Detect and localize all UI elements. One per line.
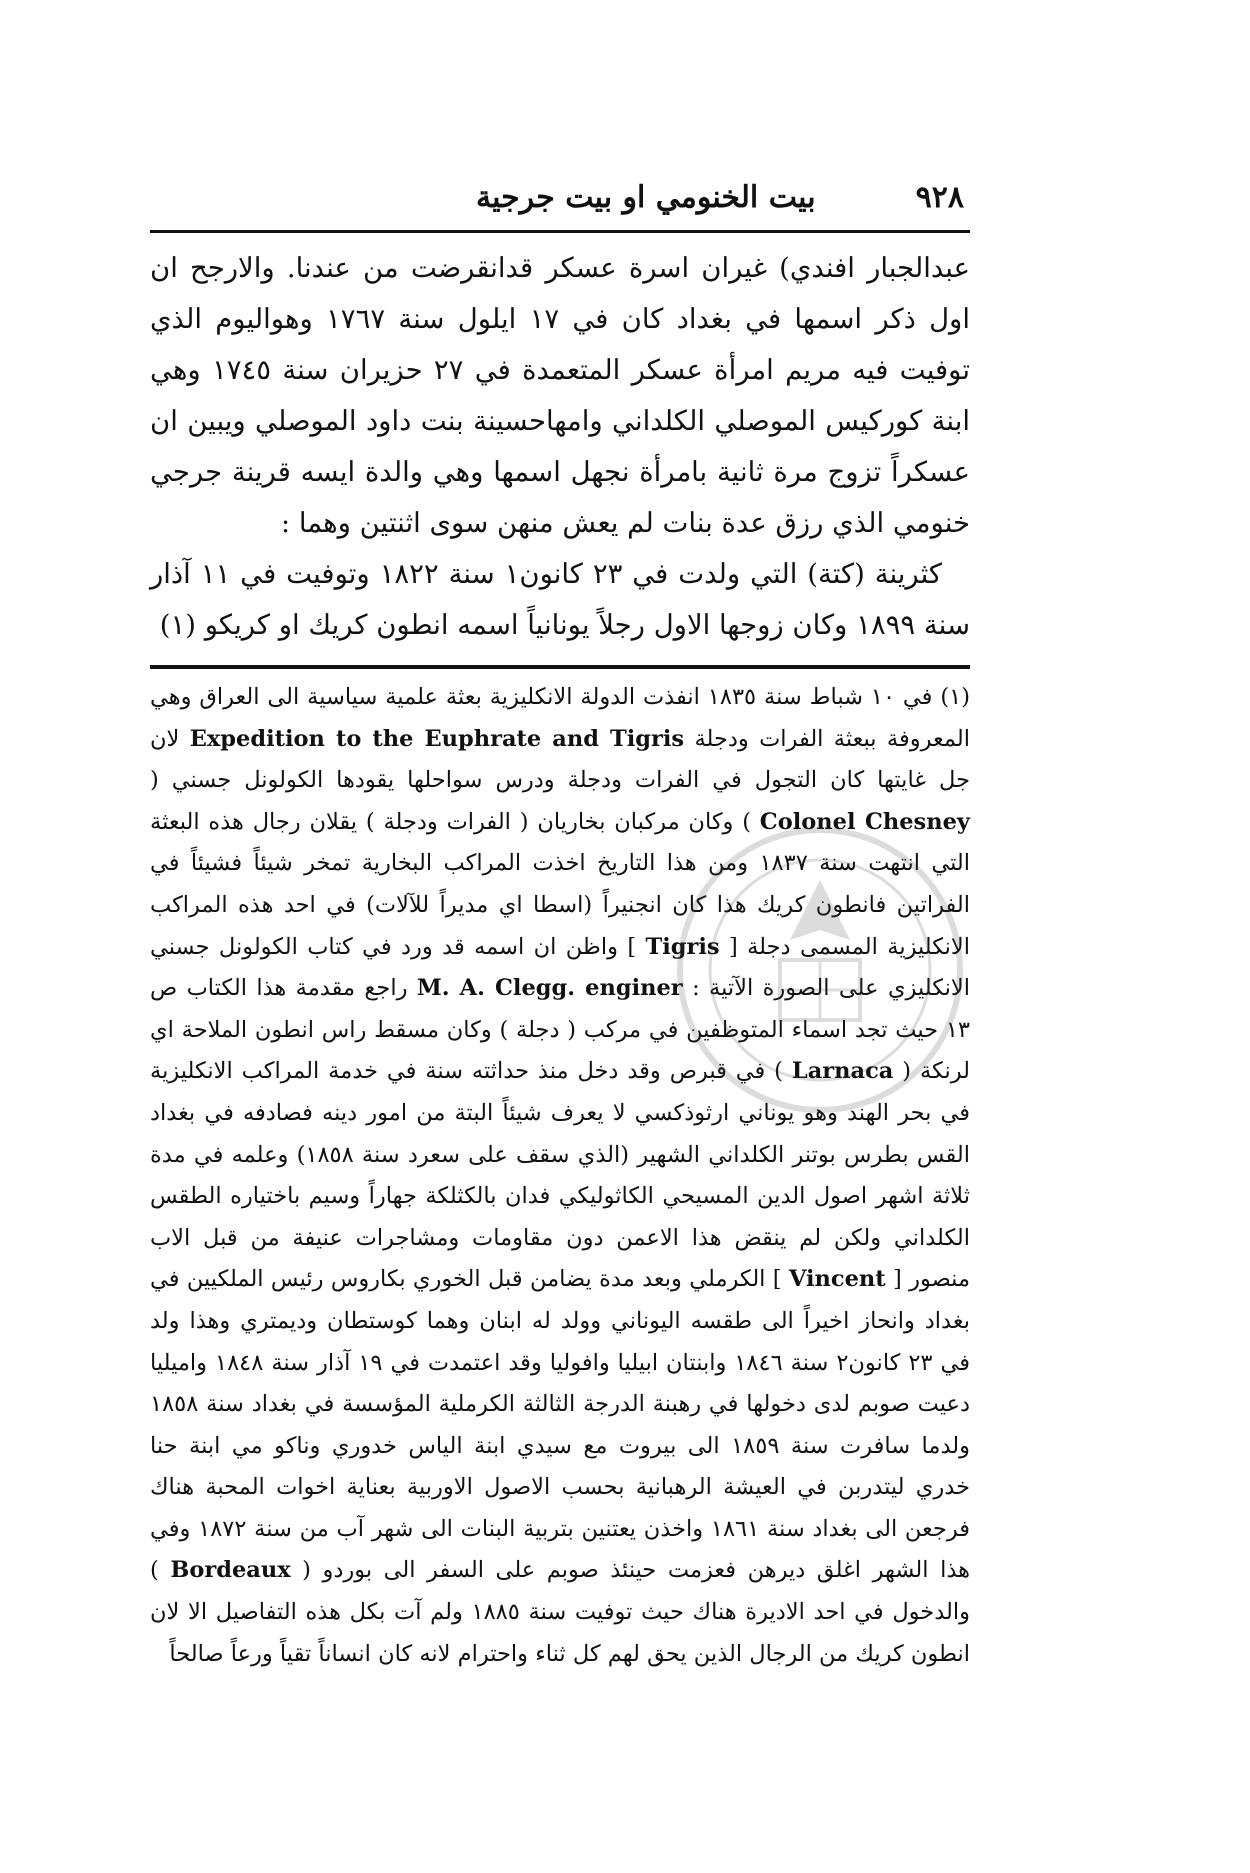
footnote-text: ) في قبرص وقد دخل منذ حداثته سنة في خدمة المراكب الانكليزية في بحر الهند وهو يوناني ارثوذكسي لا يعرف شيئاً البتة من امور دينه فصادفه في بغداد القس بطرس بوتنر الكلداني الشهير (الذي سقف على سعرد سنة ١٨٥٨) وعلمه في مدة ثلاثة اشهر اصول الدين المسيحي الكاثوليكي فدان بالكثلكة جهاراً وسيم باختياره الطقس الكلداني ولكن لم ينقض هذا الاعمن دون مقاومات ومشاجرات عنيفة من قبل الاب منصور [ xyxy=(150,1058,971,1293)
latin-term: Larnaca xyxy=(791,1058,894,1085)
footnote-text: ) والدخول في احد الاديرة هناك حيث توفيت سنة ١٨٨٥ ولم آت بكل هذه التفاصيل الا لان انطون كريك من الرجال الذين يحق لهم كل ثناء واحترام لانه كان انساناً تقياً ورعاً صالحاً xyxy=(150,1557,970,1667)
latin-term: Tigris xyxy=(645,933,720,960)
footnote-text: ] واظن ان اسمه قد ورد في كتاب الكولونل جسني الانكليزي على الصورة الآتية : xyxy=(150,933,970,1002)
latin-term: Bordeaux xyxy=(170,1557,291,1584)
running-title: بيت الخنومي او بيت جرجية xyxy=(476,180,816,215)
latin-term: M. A. Clegg. enginer xyxy=(416,975,683,1002)
footnote-text: راجع مقدمة هذا الكتاب ص ١٣ حيث تجد اسماء المتوظفين في مركب ( دجلة ) وكان مسقط راس انطون الملاحة اي لرنكة ( xyxy=(150,975,971,1085)
latin-term: Vincent xyxy=(788,1266,886,1293)
latin-term: Expedition to the Euphrate and Tigris xyxy=(189,725,685,752)
footnote-block xyxy=(150,677,970,1675)
footnote-text: ) وكان مركبان بخاريان ( الفرات ودجلة ) يقلان رجال هذه البعثة التي انتهت سنة ١٨٣٧ ومن هذا التاريخ اخذت المراكب البخارية تمخر شيئاً فشيئاً في الفراتين فانطون كريك هذا كان انجنيراً (اسطا اي مديراً للآلات) في احد هذه المراكب الانكليزية المسمى دجلة [ xyxy=(150,808,971,960)
footnote-text: (١) في ١٠ شباط سنة ١٨٣٥ انفذت الدولة الانكليزية بعثة علمية سياسية الى العراق وهي المعروفة ببعثة الفرات ودجلة xyxy=(150,684,970,752)
book-page xyxy=(150,180,970,1780)
main-text xyxy=(150,243,970,651)
body-paragraph-1: عبدالجبار افندي) غيران اسرة عسكر قدانقرضت من عندنا. والارجح ان اول ذكر اسمها في بغداد كان في ١٧ ايلول سنة ١٧٦٧ وهواليوم الذي توفيت فيه مريم امرأة عسكر المتعمدة في ٢٧ حزيران سنة ١٧٤٥ وهي ابنة كوركيس الموصلي الكلداني وامهاحسينة بنت داود الموصلي ويبين ان عسكراً تزوج مرة ثانية بامرأة نجهل اسمها وهي والدة ايسه قرينة جرجي خنومي الذي رزق عدة بنات لم يعش منهن سوى اثنتين وهما : xyxy=(150,252,970,539)
footnote-text: ] الكرملي وبعد مدة يضامن قبل الخوري بكاروس رئيس الملكيين في بغداد وانحاز اخيراً الى طقسه اليوناني وولد له ابنان وهما كوستطان وديمتري وهذا ولد في ٢٣ كانون٢ سنة ١٨٤٦ وابنتان ابيليا وافوليا وقد اعتمدت في ١٩ آذار سنة ١٨٤٨ واميليا دعيت صوبم لدى دخولها في رهبنة الدرجة الثالثة الكرملية المؤسسة في بغداد سنة ١٨٥٨ ولدما سافرت سنة ١٨٥٩ الى بيروت مع سيدي ابنة الياس خدوري وناكو مي ابنة حنا خدري ليتدربن في العيشة الرهبانية بحسب الاصول الاوربية بعناية اخوات المحبة هناك فرجعن الى بغداد سنة ١٨٦١ واخذن يعتنين بتربية البنات الى شهر آب من سنة ١٨٧٢ وفي هذا الشهر اغلق ديرهن فعزمت حينئذ صوبم على السفر الى بوردو ( xyxy=(150,1266,970,1584)
latin-term: Colonel Chesney xyxy=(759,808,970,835)
header-rule xyxy=(150,230,970,233)
footnote-1 xyxy=(150,677,970,1675)
footnote-text: لان جل غايتها كان التجول في الفرات ودجلة ودرس سواحلها يقودها الكولونل جسني ( xyxy=(150,725,970,794)
page-number: ٩٢٨ xyxy=(915,180,964,215)
footnote-rule xyxy=(150,665,970,669)
page-header xyxy=(150,180,970,226)
body-paragraph-2: كثرينة (كتة) التي ولدت في ٢٣ كانون١ سنة ١٨٢٢ وتوفيت في ١١ آذار سنة ١٨٩٩ وكان زوجها الاول رجلاً يونانياً اسمه انطون كريك او كريكو (١) xyxy=(150,558,970,641)
